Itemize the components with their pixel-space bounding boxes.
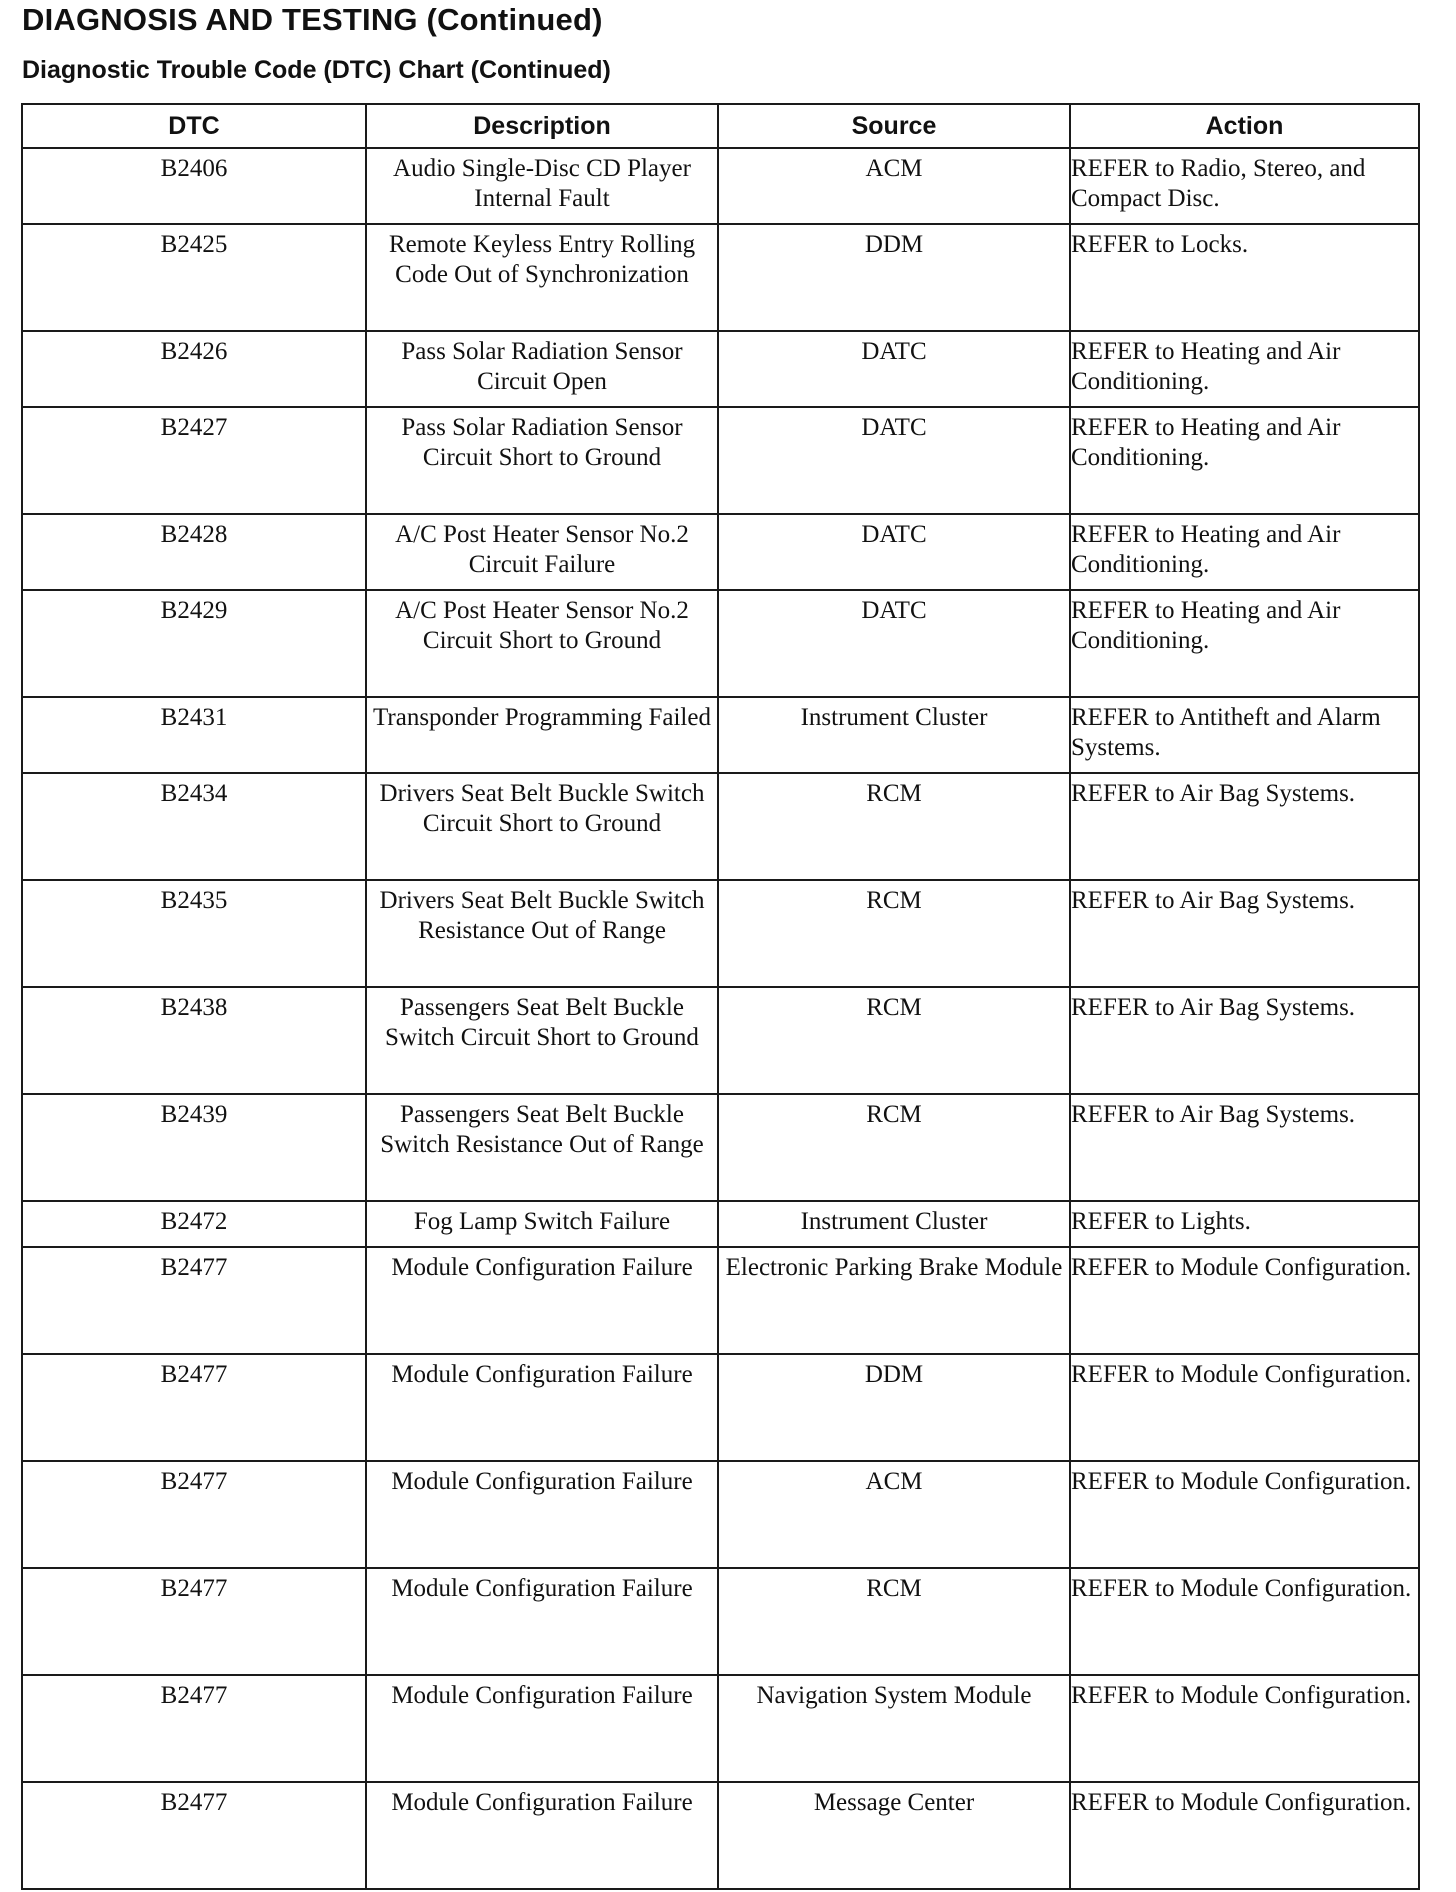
table-row [22,1094,1419,1201]
source-cell: ACM [718,1461,1070,1568]
action-cell: REFER to Heating and Air Conditioning. [1070,407,1419,514]
source-cell: RCM [718,987,1070,1094]
description-cell: Module Configuration Failure [366,1354,718,1461]
description-cell: A/C Post Heater Sensor No.2 Circuit Failure [366,514,718,590]
section-title: Diagnostic Trouble Code (DTC) Chart (Continued) [22,56,611,84]
header-source: Source [718,104,1070,148]
description-cell: Pass Solar Radiation Sensor Circuit Short to Ground [366,407,718,514]
table-row [22,773,1419,880]
header-action: Action [1070,104,1419,148]
description-cell: Audio Single-Disc CD Player Internal Fault [366,148,718,224]
description-cell: Module Configuration Failure [366,1247,718,1354]
source-cell: DDM [718,224,1070,331]
source-cell: Navigation System Module [718,1675,1070,1782]
table-row [22,1782,1419,1889]
source-cell: RCM [718,773,1070,880]
action-cell: REFER to Module Configuration. [1070,1782,1419,1889]
dtc-chart-table [21,103,1420,1890]
description-cell: Passengers Seat Belt Buckle Switch Resistance Out of Range [366,1094,718,1201]
dtc-cell: B2435 [22,880,366,987]
dtc-cell: B2428 [22,514,366,590]
table-row [22,1568,1419,1675]
dtc-cell: B2477 [22,1675,366,1782]
action-cell: REFER to Module Configuration. [1070,1461,1419,1568]
description-cell: Module Configuration Failure [366,1568,718,1675]
dtc-cell: B2439 [22,1094,366,1201]
description-cell: Drivers Seat Belt Buckle Switch Circuit Short to Ground [366,773,718,880]
action-cell: REFER to Air Bag Systems. [1070,1094,1419,1201]
source-cell: Electronic Parking Brake Module [718,1247,1070,1354]
table-row [22,224,1419,331]
dtc-cell: B2427 [22,407,366,514]
source-cell: DATC [718,331,1070,407]
table-row [22,1675,1419,1782]
dtc-cell: B2431 [22,697,366,773]
table-row [22,1201,1419,1247]
action-cell: REFER to Antitheft and Alarm Systems. [1070,697,1419,773]
dtc-cell: B2429 [22,590,366,697]
source-cell: ACM [718,148,1070,224]
header-description: Description [366,104,718,148]
description-cell: Pass Solar Radiation Sensor Circuit Open [366,331,718,407]
table-row [22,880,1419,987]
dtc-cell: B2477 [22,1247,366,1354]
table-header-row [22,104,1419,148]
source-cell: Instrument Cluster [718,1201,1070,1247]
action-cell: REFER to Module Configuration. [1070,1247,1419,1354]
dtc-cell: B2438 [22,987,366,1094]
dtc-cell: B2477 [22,1461,366,1568]
dtc-cell: B2406 [22,148,366,224]
description-cell: Transponder Programming Failed [366,697,718,773]
action-cell: REFER to Heating and Air Conditioning. [1070,514,1419,590]
action-cell: REFER to Module Configuration. [1070,1354,1419,1461]
page-title: DIAGNOSIS AND TESTING (Continued) [22,2,603,37]
table-row [22,590,1419,697]
action-cell: REFER to Heating and Air Conditioning. [1070,331,1419,407]
source-cell: DATC [718,514,1070,590]
source-cell: RCM [718,1568,1070,1675]
dtc-cell: B2477 [22,1782,366,1889]
action-cell: REFER to Module Configuration. [1070,1568,1419,1675]
source-cell: DDM [718,1354,1070,1461]
source-cell: DATC [718,407,1070,514]
action-cell: REFER to Air Bag Systems. [1070,773,1419,880]
table-row [22,1247,1419,1354]
source-cell: DATC [718,590,1070,697]
table-row [22,1461,1419,1568]
action-cell: REFER to Air Bag Systems. [1070,880,1419,987]
dtc-cell: B2472 [22,1201,366,1247]
table-row [22,148,1419,224]
table-row [22,987,1419,1094]
source-cell: RCM [718,880,1070,987]
dtc-cell: B2426 [22,331,366,407]
action-cell: REFER to Module Configuration. [1070,1675,1419,1782]
action-cell: REFER to Lights. [1070,1201,1419,1247]
description-cell: A/C Post Heater Sensor No.2 Circuit Short to Ground [366,590,718,697]
action-cell: REFER to Heating and Air Conditioning. [1070,590,1419,697]
table-row [22,1354,1419,1461]
action-cell: REFER to Locks. [1070,224,1419,331]
dtc-cell: B2434 [22,773,366,880]
action-cell: REFER to Radio, Stereo, and Compact Disc. [1070,148,1419,224]
action-cell: REFER to Air Bag Systems. [1070,987,1419,1094]
table-row [22,407,1419,514]
table-row [22,514,1419,590]
header-dtc: DTC [22,104,366,148]
description-cell: Fog Lamp Switch Failure [366,1201,718,1247]
description-cell: Module Configuration Failure [366,1782,718,1889]
dtc-cell: B2425 [22,224,366,331]
description-cell: Module Configuration Failure [366,1675,718,1782]
table-row [22,697,1419,773]
description-cell: Passengers Seat Belt Buckle Switch Circuit Short to Ground [366,987,718,1094]
dtc-cell: B2477 [22,1354,366,1461]
source-cell: Instrument Cluster [718,697,1070,773]
dtc-cell: B2477 [22,1568,366,1675]
description-cell: Drivers Seat Belt Buckle Switch Resistance Out of Range [366,880,718,987]
description-cell: Module Configuration Failure [366,1461,718,1568]
source-cell: RCM [718,1094,1070,1201]
table-row [22,331,1419,407]
source-cell: Message Center [718,1782,1070,1889]
description-cell: Remote Keyless Entry Rolling Code Out of Synchronization [366,224,718,331]
